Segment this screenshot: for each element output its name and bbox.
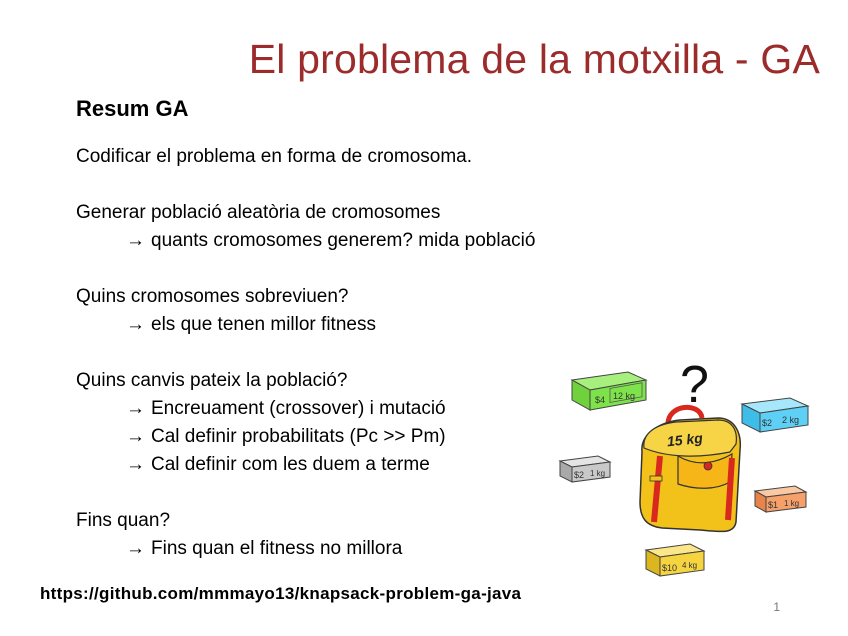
knapsack-illustration [550,352,820,582]
item-box-grey [560,456,610,482]
page-number: 1 [773,600,780,614]
step-survive: Quins cromosomes sobreviuen? [76,286,349,307]
step-changes-detail-3: → Cal definir com les duem a terme [76,451,596,479]
svg-text:15 kg: 15 kg [666,429,704,450]
svg-text:1 kg: 1 kg [590,469,606,478]
summary-text [76,143,596,563]
item-box-green [572,372,646,410]
step-changes: Quins canvis pateix la població? [76,370,348,391]
section-heading: Resum GA [76,96,189,121]
arrow-icon: → [126,538,145,559]
arrow-icon: → [126,398,145,419]
svg-text:4 kg: 4 kg [682,561,698,570]
svg-text:$2: $2 [574,470,585,480]
svg-text:12 kg: 12 kg [613,391,636,401]
step-stop: Fins quan? [76,510,171,531]
github-link[interactable]: https://github.com/mmmayo13/knapsack-problem-ga-java [40,584,522,603]
arrow-icon: → [126,454,145,475]
svg-text:$4: $4 [595,395,606,405]
backpack-icon [640,407,740,531]
item-box-yellow [646,544,704,576]
step-changes-detail-2: → Cal definir probabilitats (Pc >> Pm) [76,423,596,451]
svg-text:$10: $10 [662,563,678,573]
step-encode: Codificar el problema en forma de cromosoma. [76,146,473,167]
step-generate-detail: → quants cromosomes generem? mida població [76,227,596,255]
step-generate: Generar població aleatòria de cromosomes [76,202,441,223]
slide-title: El problema de la motxilla - GA [248,36,820,82]
item-box-orange [755,486,806,512]
step-survive-detail: → els que tenen millor fitness [76,311,596,339]
arrow-icon: → [126,230,145,251]
item-box-blue [742,398,808,432]
arrow-icon: → [126,314,145,335]
step-stop-detail: → Fins quan el fitness no millora [76,535,596,563]
svg-text:1 kg: 1 kg [784,499,800,508]
svg-text:$1: $1 [768,500,779,510]
svg-text:$2: $2 [762,418,773,428]
question-mark-icon: ? [680,356,709,414]
arrow-icon: → [126,426,145,447]
svg-text:2 kg: 2 kg [782,415,800,425]
step-changes-detail-1: → Encreuament (crossover) i mutació [76,395,596,423]
